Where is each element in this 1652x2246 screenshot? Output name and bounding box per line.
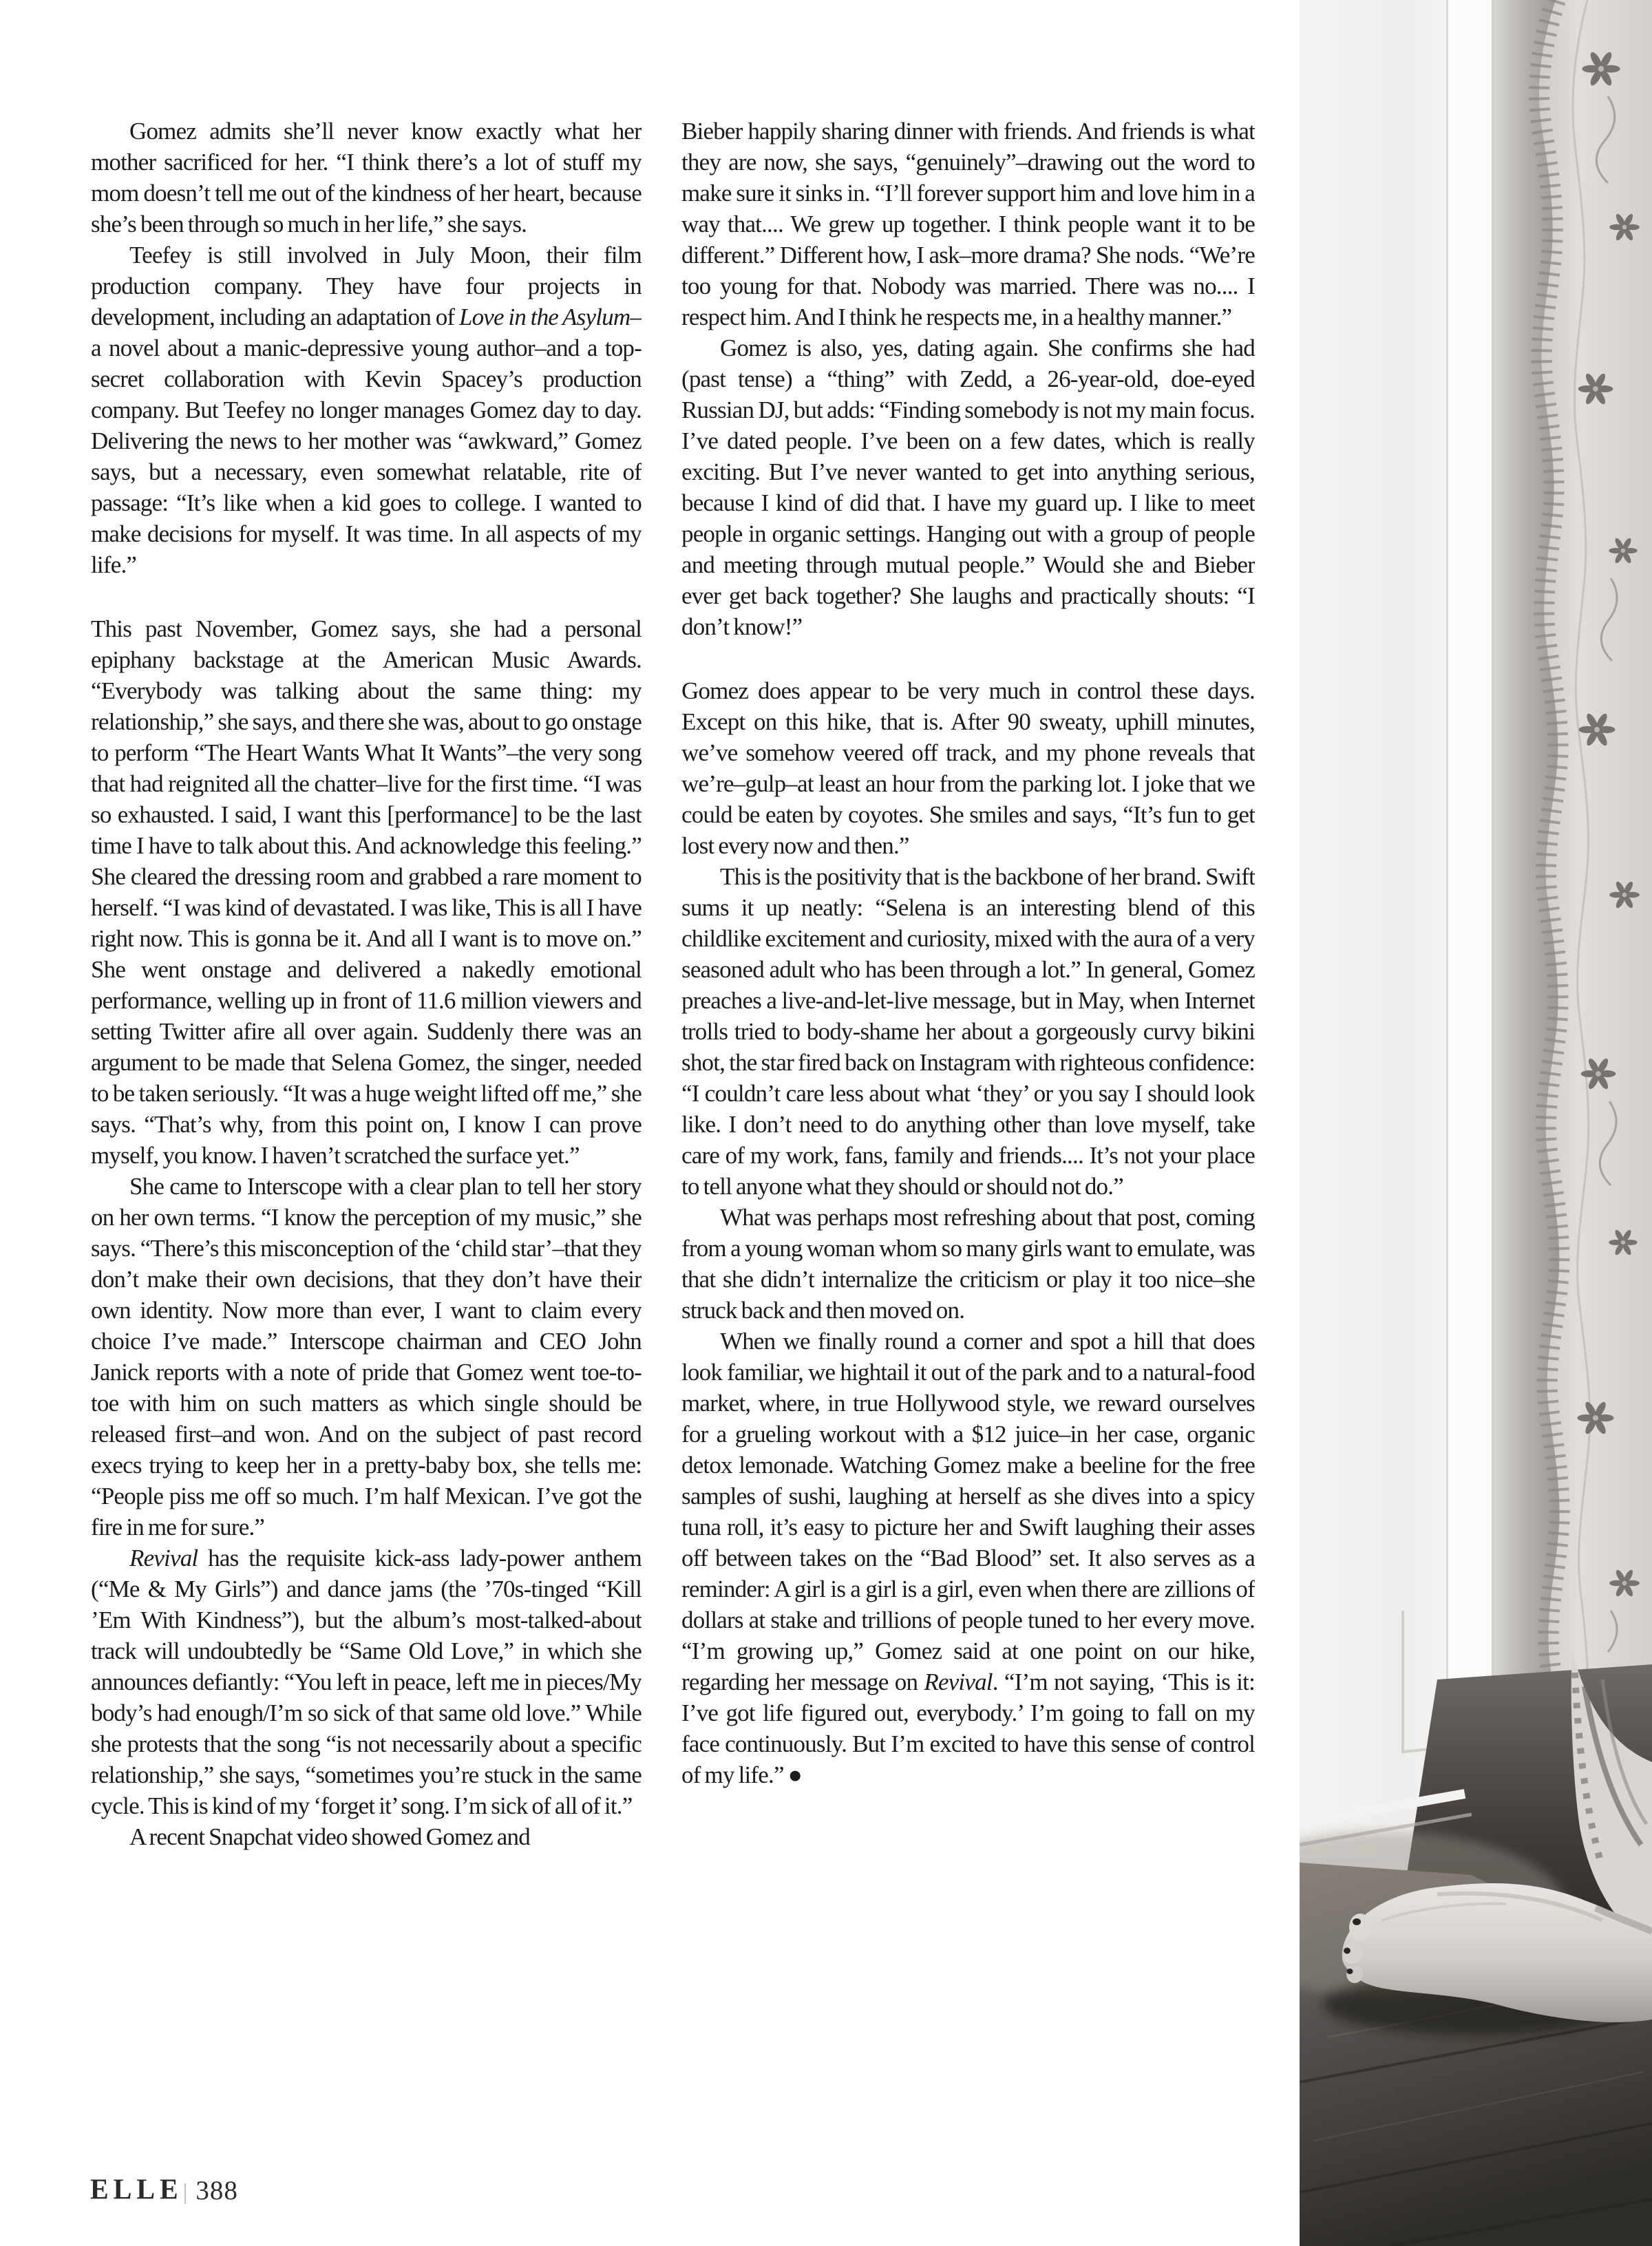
paragraph [681,675,1255,861]
text-run: Gomez does appear to be very much in control these days. Except on this hike, that is. After 90 sweaty, uphill minutes, we’ve somehow veered off track, and my phone reveals that we’re–gulp–at least an hour from the parking lot. I joke that we could be eaten by coyotes. She smiles and says, “It’s fun to get lost every now and then.” [681,677,1255,859]
paragraph [91,613,642,1171]
text-run: Gomez is also, yes, dating again. She confirms she had (past tense) a “thing” with Zedd, a 26-year-old, doe-eyed Russian DJ, but adds: “Finding somebody is not my main focus. I’ve dated people. I’ve been on a few dates, which is really exciting. But I’ve never wanted to get into anything serious, because I kind of did that. I have my guard up. I like to meet people in organic settings. Hanging out with a group of people and meeting through mutual people.” Would she and Bieber ever get back together? She laughs and practically shouts: “I don’t know!” [681,335,1255,640]
paragraph [91,1821,642,1852]
page-number: 388 [195,2176,238,2205]
italic-text-run: Revival [924,1668,993,1695]
editorial-photo [1300,0,1652,2246]
text-run: has the requisite kick-ass lady-power anthem (“Me & My Girls”) and dance jams (the ’70s-tinged “Kill ’Em With Kindness”), but the album’s most-talked-about track will undoubtedly be “Same Old Love,” in which she announces defiantly: “You left in peace, left me in pieces/My body’s had enough/I’m so sick of that same old love.” While she protests that the song “is not necessarily about a specific relationship,” she says, “sometimes you’re stuck in the same cycle. This is kind of my ‘forget it’ song. I’m sick of all of it.” [91,1545,642,1819]
text-run: She came to Interscope with a clear plan to tell her story on her own terms. “I know the perception of my music,” she says. “There’s this misconception of the ‘child star’–that they don’t make their own decisions, that they don’t have their own identity. Now more than ever, I want to claim every choice I’ve made.” Interscope chairman and CEO John Janick reports with a note of pride that Gomez went toe-to-toe with him on such matters as which single should be released first–and won. And on the subject of past record execs trying to keep her in a pretty-baby box, she tells me: “People piss me off so much. I’m half Mexican. I’ve got the fire in me for sure.” [91,1173,642,1540]
magazine-logo: ELLE [90,2172,183,2205]
paragraph [681,116,1255,332]
paragraph [681,861,1255,1202]
paragraph [681,1202,1255,1326]
article-column-left [91,116,642,2126]
paragraph [681,1326,1255,1790]
paragraph [91,240,642,580]
italic-text-run: Love in the Asylum [458,304,631,330]
text-run: Bieber happily sharing dinner with friends. And friends is what they are now, she says, “genuinely”–drawing out the word to make sure it sinks in. “I’ll forever support him and love him in a way that.... We grew up together. I think people want it to be different.” Different how, I ask–more drama? She nods. “We’re too young for that. Nobody was married. There was no.... I respect him. And I think he respects me, in a healthy manner.” [681,118,1255,330]
paragraph [91,1543,642,1821]
paragraph [91,1171,642,1543]
text-run: When we finally round a corner and spot a hill that does look familiar, we hightail it out of the park and to a natural-food market, where, in true Hollywood style, we reward ourselves for a grueling workout with a $12 juice–in her case, organic detox lemonade. Watching Gomez make a beeline for the free samples of sushi, laughing at herself as she dives into a spicy tuna roll, it’s easy to picture her and Swift laughing their asses off between takes on the “Bad Blood” set. It also serves as a reminder: A girl is a girl is a girl, even when there are zillions of dollars at stake and trillions of people tuned to her every move. “I’m growing up,” Gomez said at one point on our hike, regarding her message on [681,1328,1255,1695]
editorial-photo-graphic [1300,0,1652,2246]
paragraph [681,332,1255,642]
text-run: A recent Snapchat video showed Gomez and [129,1823,530,1850]
text-run: This past November, Gomez says, she had a personal epiphany backstage at the American Music Awards. “Everybody was talking about the same thing: my relationship,” she says, and there she was, about to go onstage to perform “The Heart Wants What It Wants”–the very song that had reignited all the chatter–live for the first time. “I was so exhausted. I said, I want this [performance] to be the last time I have to talk about this. And acknowledge this feeling.” She cleared the dressing room and grabbed a rare moment to herself. “I was kind of devastated. I was like, This is all I have right now. This is gonna be it. And all I want is to move on.” She went onstage and delivered a nakedly emotional performance, welling up in front of 11.6 million viewers and setting Twitter afire all over again. Suddenly there was an argument to be made that Selena Gomez, the singer, needed to be taken seriously. “It was a huge weight lifted off me,” she says. “That’s why, from this point on, I know I can prove myself, you know. I haven’t scratched the surface yet.” [91,615,642,1169]
text-run: Teefey is still involved in July Moon, their film production company. They have four projects in development, including an adaptation of [91,242,642,330]
page-footer [90,2174,238,2206]
paragraph [91,116,642,240]
italic-text-run: Revival [129,1545,198,1571]
text-run: . “I’m not saying, ‘This is it: I’ve got life figured out, everybody.’ I’m going to fall on my face continuously. But I’m excited to have this sense of control of my life.” ● [681,1668,1255,1788]
text-run: –a novel about a manic-depressive young author–and a top-secret collaboration with Kevin Spacey’s production company. But Teefey no longer manages Gomez day to day. Delivering the news to her mother was “awkward,” Gomez says, but a necessary, even somewhat relatable, rite of passage: “It’s like when a kid goes to college. I wanted to make decisions for myself. It was time. In all aspects of my life.” [91,304,642,578]
text-run: This is the positivity that is the backbone of her brand. Swift sums it up neatly: “Selena is an interesting blend of this childlike excitement and curiosity, mixed with the aura of a very seasoned adult who has been through a lot.” In general, Gomez preaches a live-and-let-live message, but in May, when Internet trolls tried to body-shame her about a gorgeously curvy bikini shot, the star fired back on Instagram with righteous confidence: “I couldn’t care less about what ‘they’ or you say I should look like. I don’t need to do anything other than love myself, take care of my work, fans, family and friends.... It’s not your place to tell anyone what they should or should not do.” [681,863,1255,1200]
footer-separator: | [182,2180,188,2205]
text-run: Gomez admits she’ll never know exactly what her mother sacrificed for her. “I think there’s a lot of stuff my mom doesn’t tell me out of the kindness of her heart, because she’s been through so much in her life,” she says. [91,118,642,237]
text-run: What was perhaps most refreshing about that post, coming from a young woman whom so many girls want to emulate, was that she didn’t internalize the criticism or play it too nice–she struck back and then moved on. [681,1204,1255,1324]
article-column-right [681,116,1255,2153]
